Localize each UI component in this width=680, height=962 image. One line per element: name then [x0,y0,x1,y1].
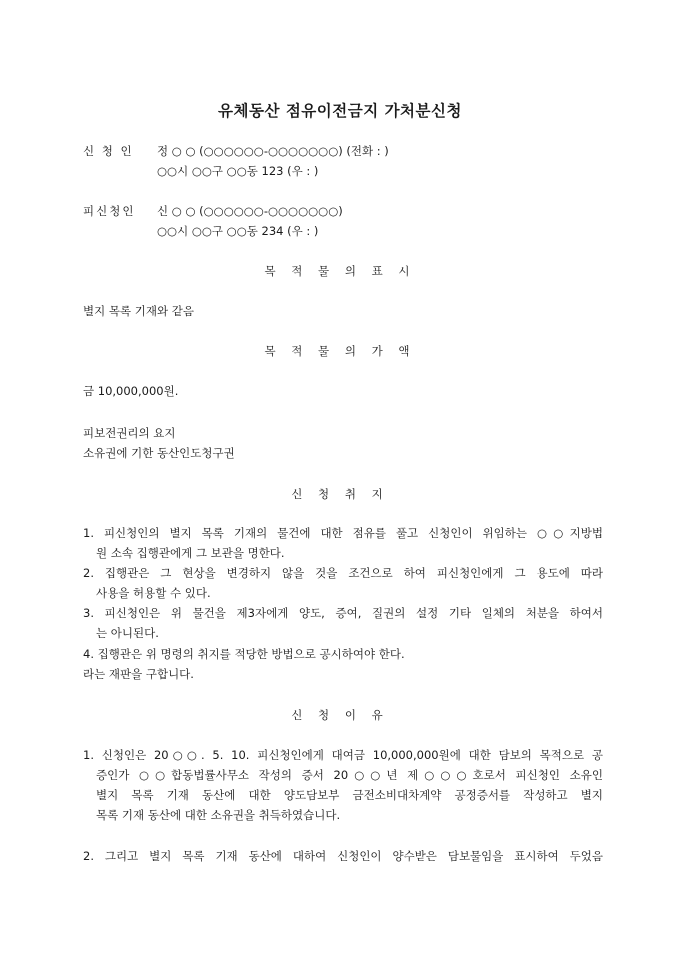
purpose-item-1-line1: 1. 피신청인의 별지 목록 기재의 물건에 대한 점유를 풀고 신청인이 위임하는 ○○지방법 [83,526,603,540]
preserved-right-text: 소유권에 기한 동산인도청구권 [83,446,235,460]
document-title: 유체동산 점유이전금지 가처분신청 [218,102,462,120]
reason-item-1-line1: 1. 신청인은 20○○. 5. 10. 피신청인에게 대여금 10,000,000원에 대한 담보의 목적으로 공 [83,748,603,762]
purpose-item-3-line2: 는 아니된다. [96,626,159,640]
object-text: 별지 목록 기재와 같음 [83,304,194,318]
applicant-name-line: 정 ○ ○ (○○○○○○-○○○○○○○) (전화 : ) [157,144,389,158]
preserved-right-heading: 피보전권리의 요지 [83,426,176,440]
reason-item-1-line2: 증인가 ○○합동법률사무소 작성의 증서 20○○년 제○○○호로서 피신청인 소유인 [96,768,603,782]
purpose-closing: 라는 재판을 구합니다. [83,667,194,681]
reason-item-2-line1: 2. 그리고 별지 목록 기재 동산에 대하여 신청인이 양수받은 담보물임을 표시하여 두었음 [83,849,603,863]
purpose-item-2-line1: 2. 집행관은 그 현상을 변경하지 않을 것을 조건으로 하여 피신청인에게 그 용도에 따라 [83,566,603,580]
reason-item-1-line4: 목록 기재 동산에 대한 소유권을 취득하였습니다. [96,808,341,822]
section-heading-purpose: 신 청 취 지 [291,487,389,501]
reason-item-1-line3: 별지 목록 기재 동산에 대한 양도담보부 금전소비대차계약 공정증서를 작성하고 별지 [96,788,603,802]
purpose-item-3-line1: 3. 피신청인은 위 물건을 제3자에게 양도, 증여, 질권의 설정 기타 일체의 처분을 하여서 [83,606,603,620]
section-heading-object: 목 적 물 의 표 시 [264,264,416,278]
applicant-label: 신 청 인 [83,144,134,158]
section-heading-reason: 신 청 이 유 [291,708,389,722]
section-heading-value: 목 적 물 의 가 액 [264,344,416,358]
respondent-label: 피신청인 [83,204,136,218]
value-text: 금 10,000,000원. [83,384,179,398]
respondent-name-line: 신 ○ ○ (○○○○○○-○○○○○○○) [157,204,343,218]
applicant-address-line: ○○시 ○○구 ○○동 123 (우 : ) [157,164,319,178]
respondent-address-line: ○○시 ○○구 ○○동 234 (우 : ) [157,224,319,238]
purpose-item-2-line2: 사용을 허용할 수 있다. [96,586,211,600]
purpose-item-1-line2: 원 소속 집행관에게 그 보관을 명한다. [96,546,285,560]
purpose-item-4-line1: 4. 집행관은 위 명령의 취지를 적당한 방법으로 공시하여야 한다. [83,647,405,661]
